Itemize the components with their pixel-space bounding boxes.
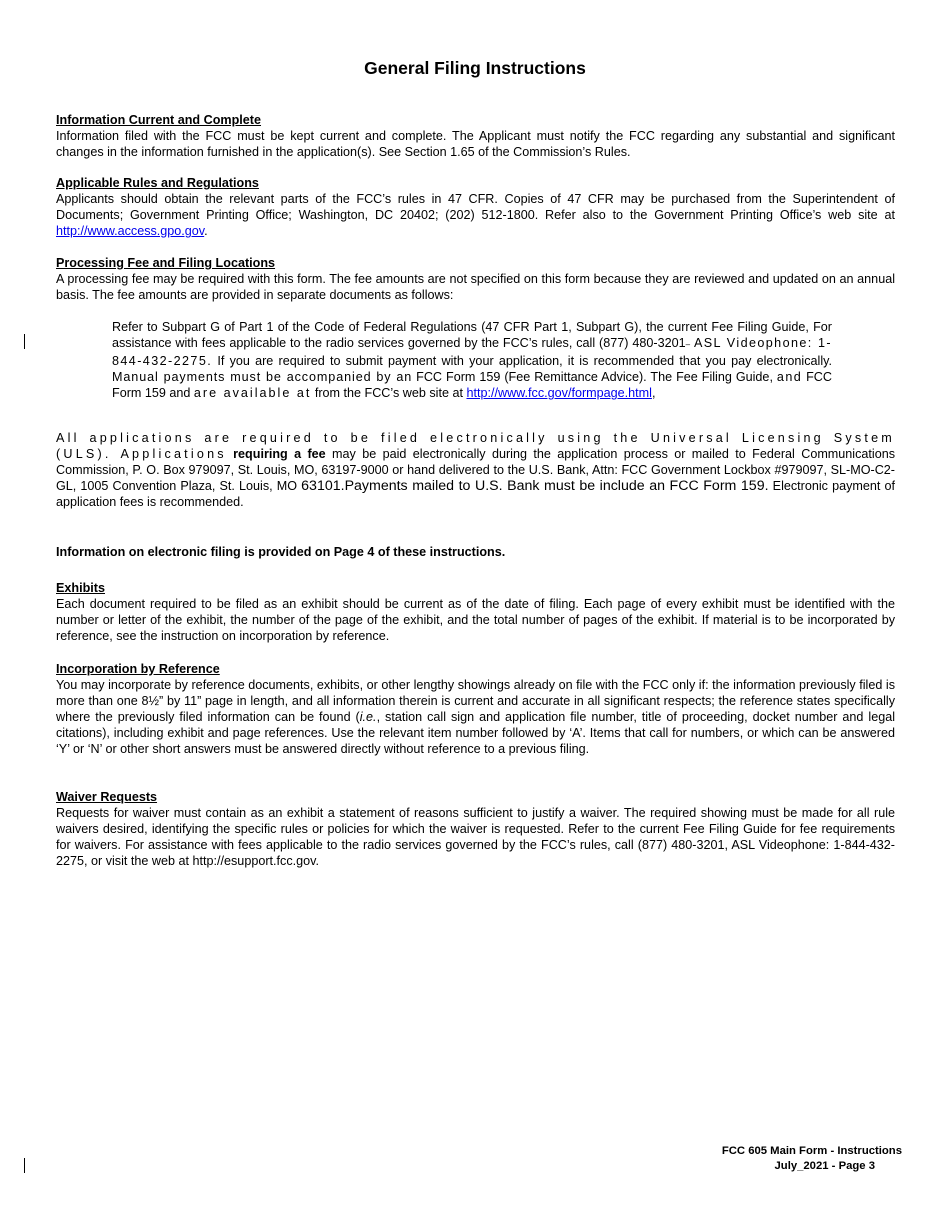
change-bar <box>24 334 25 349</box>
footer-form-name: FCC 605 Main Form - Instructions <box>721 1145 902 1157</box>
page-footer <box>722 1144 902 1174</box>
section-text: You may incorporate by reference documents, exhibits, or other lengthy showings already on file with the FCC only if: the information previously filed is more than one 8½” by 11” page in length, and all information therein is current and accurate in all significant respects; the reference states specifically where the previously filed information can be found (i.e., station call sign and application file number, title of proceeding, docket number and legal citations), including exhibit and page references. Use the relevant item number followed by ‘A’. Items that call for numbers, or which can be answered ‘Y’ or ‘N’ or other short answers must be answered directly without reference to a previous filing. <box>56 678 896 757</box>
section-text: Requests for waiver must contain as an exhibit a statement of reasons sufficient to justify a waiver. The required showing must be made for all rule waivers desired, identifying the specific rules or policies for which the waiver is requested. Refer to the current Fee Filing Guide for fee requirements for waivers. For assistance with fees applicable to the radio services governed by the FCC’s rules, call (877) 480-3201, ASL Videophone: 1-844-432-2275, or visit the web at http://esupport.fcc.gov. <box>56 806 895 869</box>
footer-page-number: July_2021 - Page 3 <box>774 1160 875 1172</box>
section-heading: Waiver Requests <box>56 790 158 804</box>
section-exhibits <box>56 580 895 644</box>
gpo-link[interactable]: http://www.access.gpo.gov <box>56 224 205 239</box>
section-incorporation <box>56 661 895 758</box>
section-info-current <box>56 112 895 160</box>
formpage-link[interactable]: http://www.fcc.gov/formpage.html <box>466 386 652 401</box>
section-text: Each document required to be filed as an exhibit should be current as of the date of filing. Each page of every exhibit must be identified with the number or letter of the exhibit, the number of the page of the exhibit, and the total number of pages of the exhibit. If material is to be incorporated by reference, see the instruction on incorporation by reference. <box>56 597 895 644</box>
section-heading: Incorporation by Reference <box>56 662 220 676</box>
section-text: A processing fee may be required with this form. The fee amounts are not specified on this form because they are reviewed and updated on an annual basis. The fee amounts are provided in separate documents as follows: <box>56 272 895 303</box>
section-heading: Exhibits <box>56 581 105 595</box>
electronic-filing-paragraph: All applications are required to be filed electronically using the Universal Licensing System (ULS). Applications requiring a fee may be paid electronically during the application process or mailed to Federal Communications Commission, P. O. Box 979097, St. Louis, MO, 63197-9000 or hand delivered to the U.S. Bank, Attn: FCC Government Lockbox #979097, SL-MO-C2-GL, 1005 Convention Plaza, St. Louis, MO 63101.Payments mailed to U.S. Bank must be include an FCC Form 159. Electronic payment of application fees is recommended. <box>56 431 896 510</box>
section-heading: Processing Fee and Filing Locations <box>56 256 276 270</box>
section-rules <box>56 175 895 239</box>
section-waiver <box>56 789 895 869</box>
section-text: Applicants should obtain the relevant parts of the FCC’s rules in 47 CFR. Copies of 47 CFR may be purchased from the Superintendent of Documents; Government Printing Office; Washington, DC 20402; (202) 512-1800. Refer also to the Government Printing Office’s web site at http://www.access.gpo.gov. <box>56 192 895 239</box>
fee-guide-paragraph: Refer to Subpart G of Part 1 of the Code of Federal Regulations (47 CFR Part 1, Subpart G), the current Fee Filing Guide, For assistance with fees applicable to the radio services governed by the FCC’s rules, call (877) 480-3201– ASL Videophone: 1-844-432-2275. If you are required to submit payment with your application, it is recommended that you pay electronically. Manual payments must be accompanied by an FCC Form 159 (Fee Remittance Advice). The Fee Filing Guide, and FCC Form 159 and are available at from the FCC’s web site at http://www.fcc.gov/formpage.html, <box>112 320 832 401</box>
section-heading: Information Current and Complete <box>56 113 262 127</box>
change-bar <box>24 1158 25 1173</box>
page-title: General Filing Instructions <box>364 58 586 78</box>
electronic-filing-notice: Information on electronic filing is provided on Page 4 of these instructions. <box>56 545 506 559</box>
section-text: Information filed with the FCC must be kept current and complete. The Applicant must notify the FCC regarding any substantial and significant changes in the information furnished in the application(s). See Section 1.65 of the Commission’s Rules. <box>56 129 895 160</box>
section-heading: Applicable Rules and Regulations <box>56 176 259 190</box>
section-fee <box>56 255 895 303</box>
